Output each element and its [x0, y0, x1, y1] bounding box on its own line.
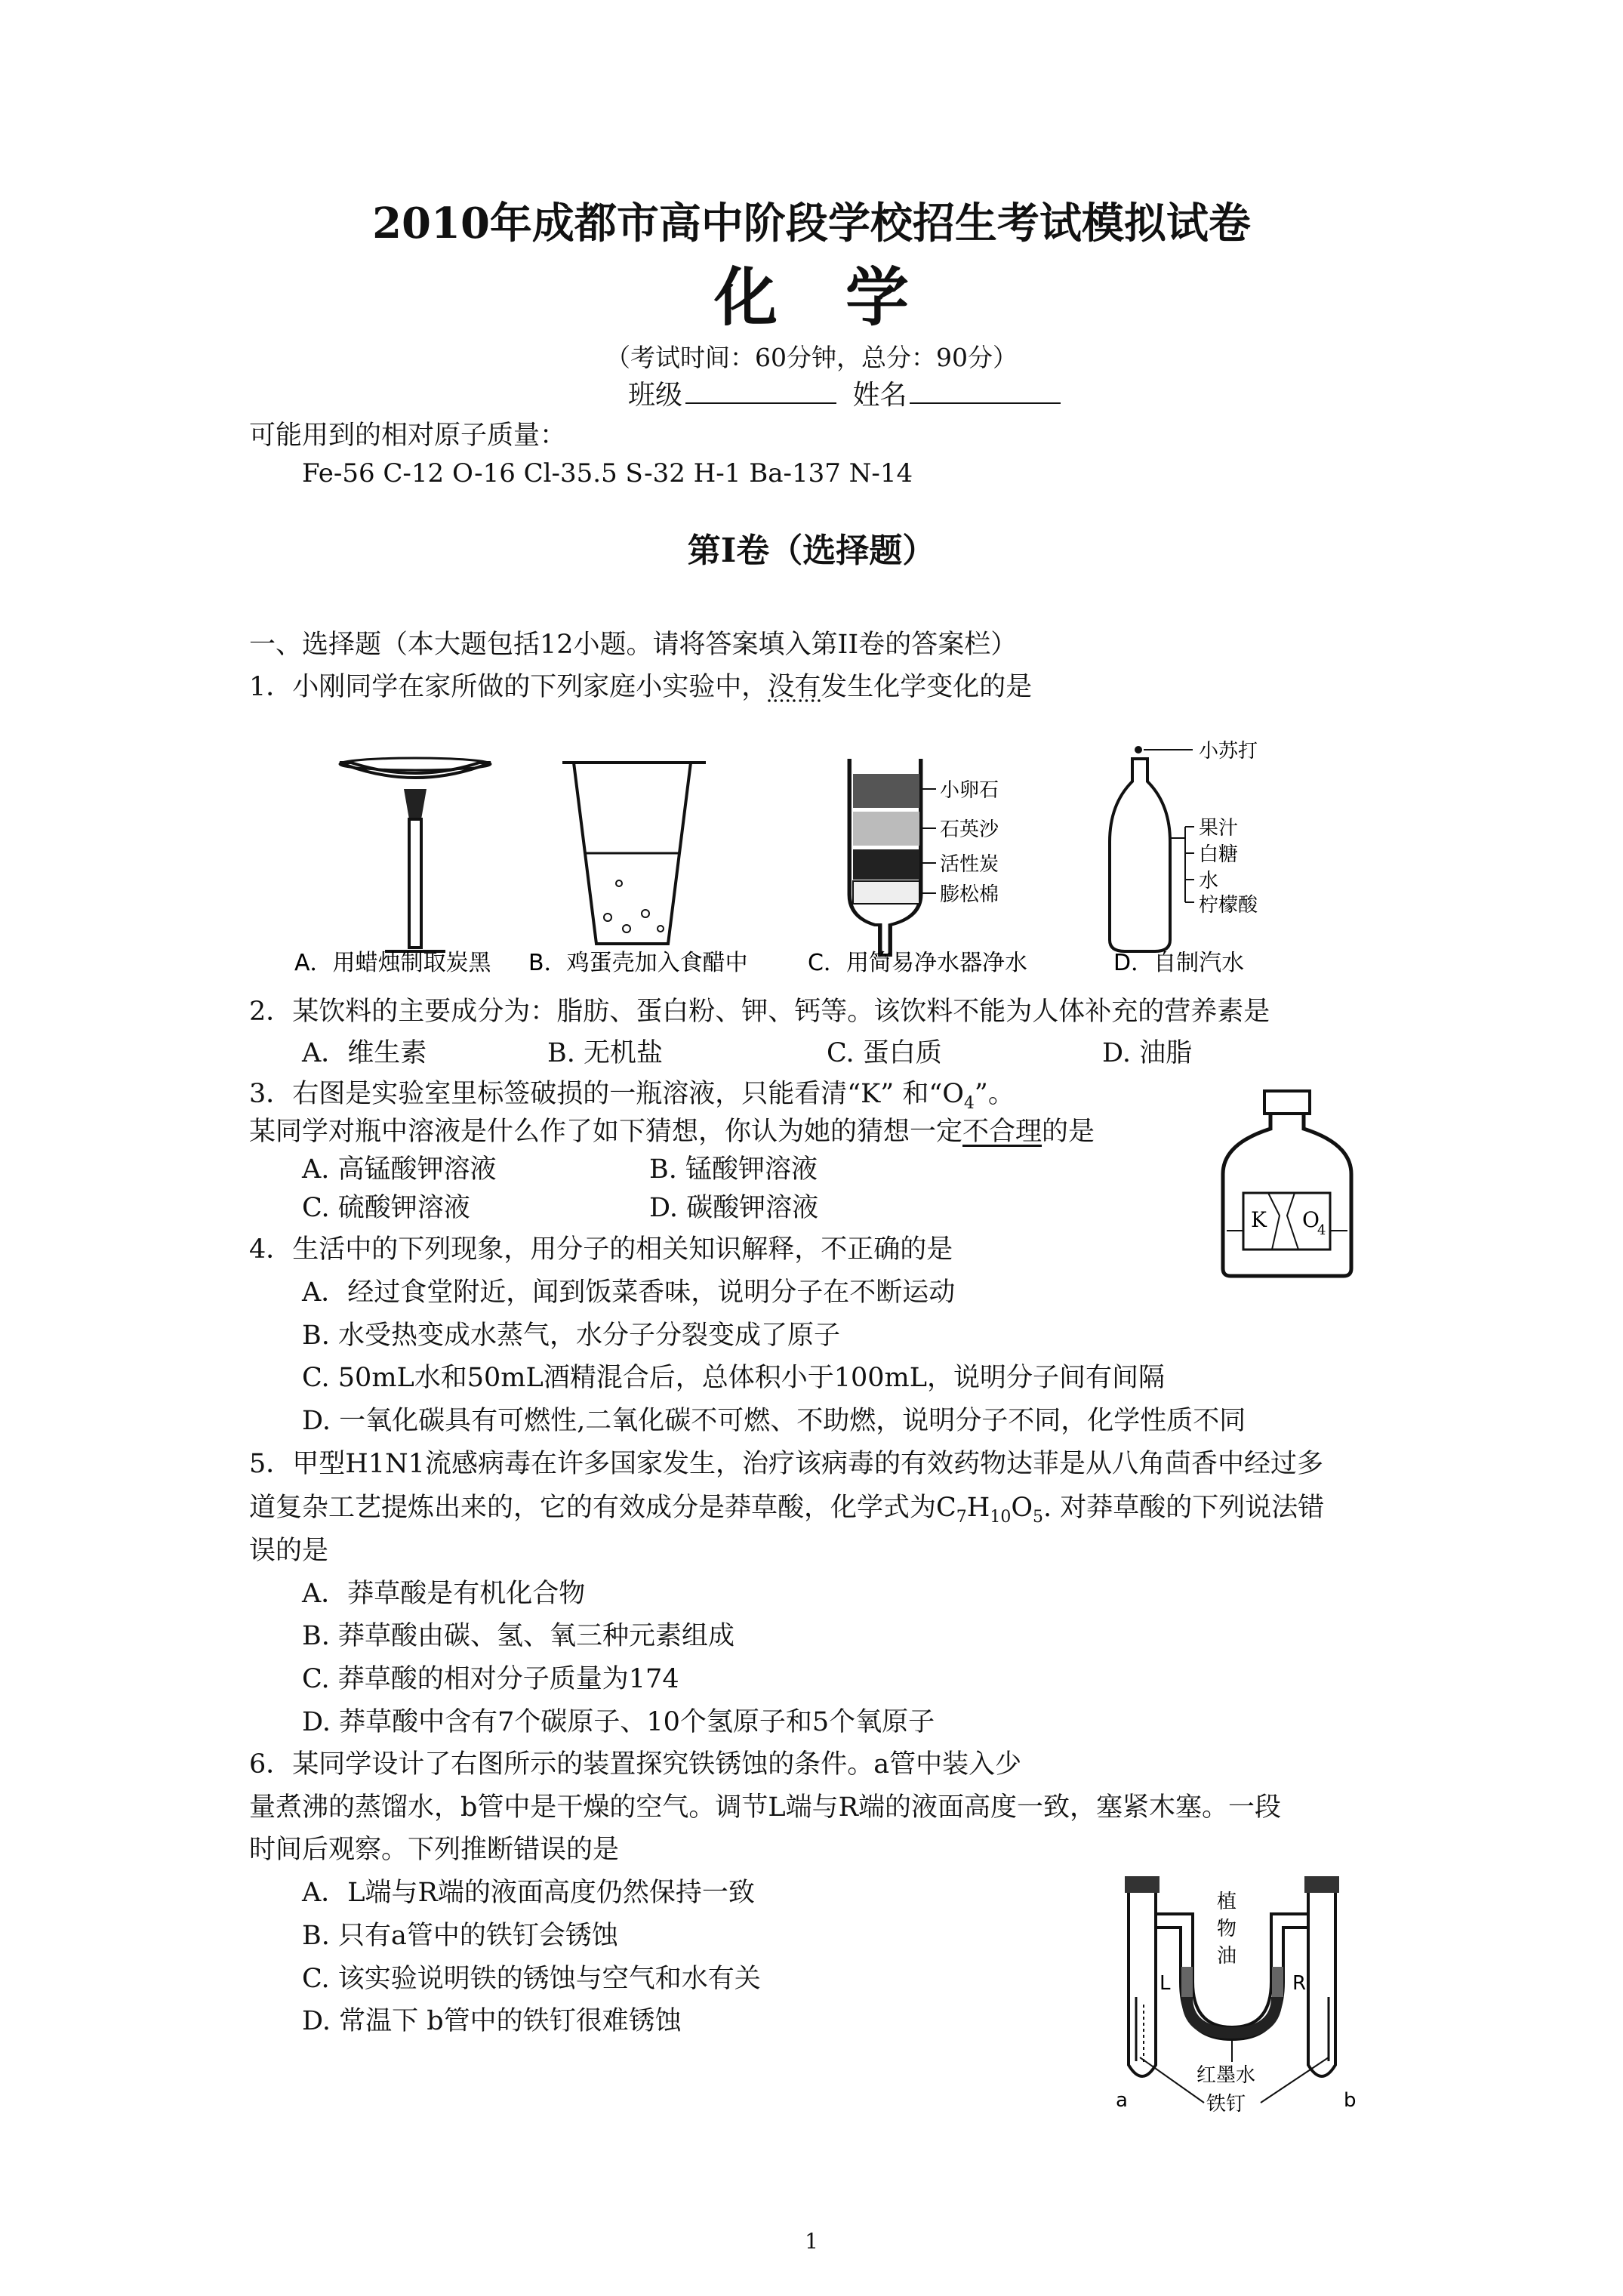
q1-figure-d — [1102, 736, 1313, 963]
q5-line3: 误的是 — [249, 1536, 329, 1566]
subject-title: 化学 — [713, 260, 977, 334]
bottle-label-water: 水 — [1199, 870, 1219, 892]
section-title: 第Ⅰ卷（选择题） — [687, 532, 936, 570]
q1-emphasis: 没有 — [768, 672, 821, 702]
name-blank[interactable] — [910, 380, 1061, 404]
right-end-label: R — [1292, 1972, 1307, 1995]
label-o-sub: 4 — [1317, 1222, 1326, 1238]
q4-option-d: D. 一氧化碳具有可燃性,二氧化碳不可燃、不助燃，说明分子不同，化学性质不同 — [302, 1406, 1246, 1436]
filter-label-cotton: 膨松棉 — [940, 883, 999, 906]
q1-caption-d: D．自制汽水 — [1113, 950, 1245, 976]
exam-info: （考试时间：60分钟，总分：90分） — [605, 343, 1018, 372]
q6-option-b: B. 只有a管中的铁钉会锈蚀 — [302, 1921, 618, 1951]
q5-option-b: B. 莽草酸由碳、氢、氧三种元素组成 — [302, 1621, 735, 1651]
q3-option-d: D. 碳酸钾溶液 — [649, 1193, 819, 1223]
q5-option-a: A．莽草酸是有机化合物 — [302, 1579, 586, 1609]
q2-option-b: B. 无机盐 — [547, 1038, 663, 1068]
atomic-mass-values: Fe-56 C-12 O-16 Cl-35.5 S-32 H-1 Ba-137 N-14 — [302, 458, 913, 488]
q6-option-d: D. 常温下 b管中的铁钉很难锈蚀 — [302, 2006, 682, 2036]
q2-option-c: C. 蛋白质 — [827, 1038, 942, 1068]
class-name-line — [628, 380, 1068, 409]
oil-label-1: 植 — [1217, 1891, 1237, 1913]
tube-a-label: a — [1116, 2089, 1128, 2112]
oil-label-3: 油 — [1217, 1945, 1237, 1968]
q5-line2: 道复杂工艺提炼出来的，它的有效成分是莽草酸，化学式为$C_7H_{10}O_5$. 对莽草酸的下列说法错 — [249, 1493, 1325, 1527]
class-label: 班级 — [628, 380, 683, 411]
q1-figure-a — [332, 747, 498, 959]
q4-option-a: A．经过食堂附近，闻到饭菜香味，说明分子在不断运动 — [302, 1277, 956, 1308]
q3-emphasis: 不合理 — [962, 1117, 1042, 1147]
q6-rust-apparatus — [1102, 1869, 1389, 2148]
q5-option-c: C. 莽草酸的相对分子质量为174 — [302, 1664, 679, 1694]
q6-line2: 量煮沸的蒸馏水，b管中是干燥的空气。调节L端与R端的液面高度一致，塞紧木塞。一段 — [249, 1792, 1282, 1823]
q6-line1: 6．某同学设计了右图所示的装置探究铁锈蚀的条件。a管中装入少 — [249, 1749, 1022, 1780]
q6-option-a: A．L端与R端的液面高度仍然保持一致 — [302, 1878, 755, 1908]
section-instruction: 一、选择题（本大题包括12小题。请将答案填入第II卷的答案栏） — [249, 630, 1018, 660]
q3-reagent-bottle — [1212, 1087, 1363, 1284]
filter-label-sand: 石英沙 — [940, 818, 999, 841]
q4-stem: 4．生活中的下列现象，用分子的相关知识解释，不正确的是 — [249, 1234, 953, 1265]
exam-title: 2010年成都市高中阶段学校招生考试模拟试卷 — [372, 199, 1251, 248]
q6-option-c: C. 该实验说明铁的锈蚀与空气和水有关 — [302, 1964, 761, 1994]
q1-figure-c — [830, 744, 1072, 970]
bottle-label-citric: 柠檬酸 — [1199, 894, 1258, 917]
q2-stem: 2．某饮料的主要成分为：脂肪、蛋白粉、钾、钙等。该饮料不能为人体补充的营养素是 — [249, 997, 1270, 1027]
ink-label: 红墨水 — [1196, 2064, 1256, 2087]
q5-line1: 5．甲型H1N1流感病毒在许多国家发生，治疗该病毒的有效药物达菲是从八角茴香中经过多 — [249, 1449, 1323, 1479]
atomic-mass-label: 可能用到的相对原子质量： — [249, 421, 567, 451]
q4-option-b: B. 水受热变成水蒸气，水分子分裂变成了原子 — [302, 1321, 840, 1351]
q5-option-d: D. 莽草酸中含有7个碳原子、10个氢原子和5个氧原子 — [302, 1707, 935, 1737]
q1-caption-a: A．用蜡烛制取炭黑 — [294, 950, 491, 976]
bottle-label-juice: 果汁 — [1199, 817, 1239, 840]
q3-line2: 某同学对瓶中溶液是什么作了如下猜想，你认为她的猜想一定不合理的是 — [249, 1117, 1095, 1147]
q1-caption-b: B．鸡蛋壳加入食醋中 — [528, 950, 748, 976]
page-number: 1 — [805, 2229, 818, 2254]
q3-option-b: B. 锰酸钾溶液 — [649, 1154, 818, 1185]
q1-caption-c: C．用简易净水器净水 — [808, 950, 1027, 976]
q3-option-c: C. 硫酸钾溶液 — [302, 1193, 470, 1223]
q2-option-d: D. 油脂 — [1102, 1038, 1193, 1068]
label-k: K — [1251, 1207, 1267, 1232]
filter-label-carbon: 活性炭 — [940, 853, 999, 876]
name-label: 姓名 — [852, 380, 907, 411]
q1-captions — [294, 944, 1427, 982]
oil-label-2: 物 — [1217, 1918, 1237, 1940]
q3-line1: 3．右图是实验室里标签破损的一瓶溶液，只能看清“K” 和“$O_4$”。 — [249, 1079, 1015, 1113]
left-end-label: L — [1160, 1972, 1171, 1995]
bottle-label-sugar: 白糖 — [1199, 843, 1239, 866]
filter-label-pebble: 小卵石 — [940, 779, 999, 802]
label-o: O — [1302, 1207, 1320, 1232]
q4-option-c: C. 50mL水和50mL酒精混合后，总体积小于100mL，说明分子间有间隔 — [302, 1363, 1165, 1393]
bottle-label-soda: 小苏打 — [1199, 740, 1258, 763]
tube-b-label: b — [1344, 2089, 1357, 2112]
q3-option-a: A. 高锰酸钾溶液 — [302, 1154, 497, 1185]
class-blank[interactable] — [685, 380, 836, 404]
q6-line3: 时间后观察。下列推断错误的是 — [249, 1835, 620, 1865]
q1-figure-b — [555, 751, 721, 963]
nail-label: 铁钉 — [1206, 2093, 1246, 2116]
q2-option-a: A．维生素 — [302, 1038, 427, 1068]
q1-stem: 1．小刚同学在家所做的下列家庭小实验中，没有发生化学变化的是 — [249, 672, 1033, 702]
